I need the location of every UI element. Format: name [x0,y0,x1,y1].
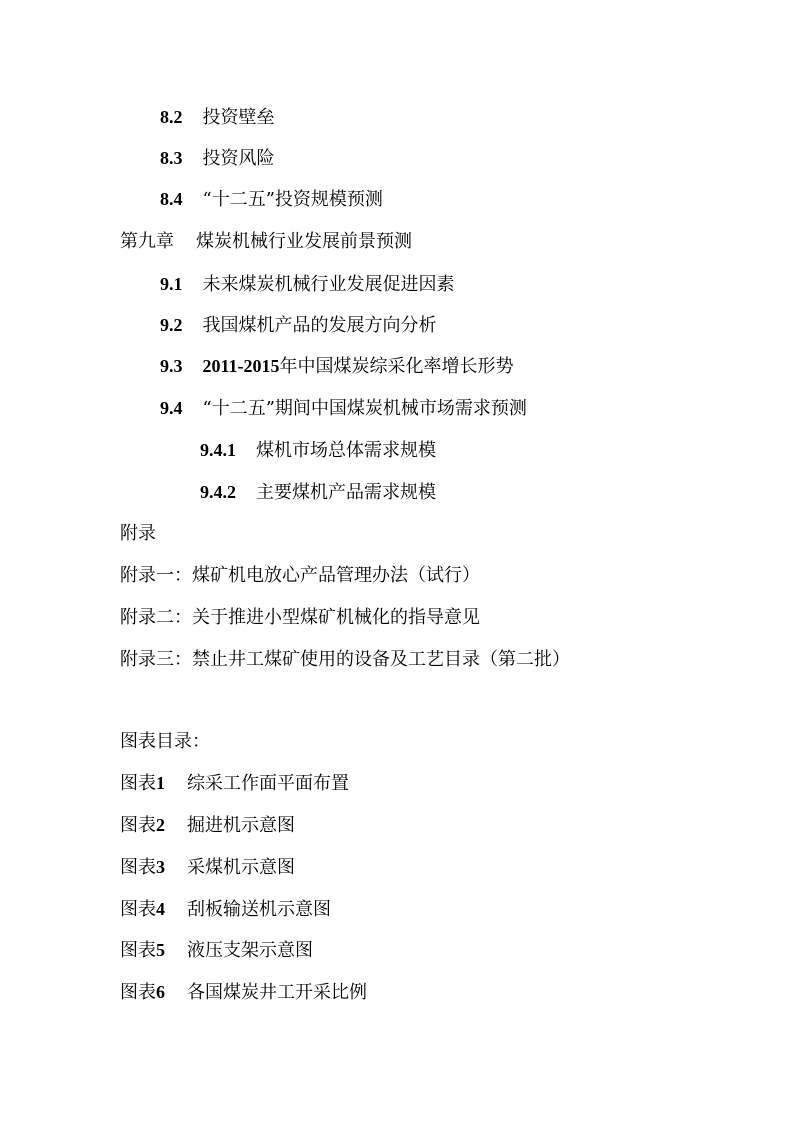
figure-title: 采煤机示意图 [187,857,295,878]
appendix-heading: 附录 [120,523,156,544]
toc-entry-9-4 [160,396,527,420]
figure-number: 6 [156,982,165,1002]
chapter-title: 煤炭机械行业发展前景预测 [196,231,412,252]
toc-entry-8-3 [160,146,275,170]
figure-entry-4 [120,897,331,921]
figure-entry-6 [120,980,367,1004]
figure-prefix: 图表 [120,857,156,878]
figure-prefix: 图表 [120,899,156,920]
section-title: 年中国煤炭综采化率增长形势 [279,356,514,377]
section-number: 8.3 [160,148,183,168]
figure-number: 5 [156,940,165,960]
toc-entry-9-3 [160,354,514,378]
section-title: 投资风险 [202,148,275,169]
figure-entry-3 [120,855,295,879]
section-number: 9.1 [160,274,183,294]
figure-title: 刮板输送机示意图 [187,899,331,920]
figure-entry-2 [120,813,295,837]
section-number: 8.2 [160,107,183,127]
section-number: 9.4.2 [200,482,236,502]
figure-prefix: 图表 [120,773,156,794]
section-title: 煤机市场总体需求规模 [256,440,436,461]
figure-title: 掘进机示意图 [187,815,295,836]
section-title: “十二五”期间中国煤炭机械市场需求预测 [202,398,527,419]
figure-prefix: 图表 [120,815,156,836]
figure-title: 液压支架示意图 [187,940,313,961]
section-number: 9.3 [160,356,183,376]
toc-entry-9-4-2 [200,480,436,504]
chapter-label: 第九章 [120,231,174,252]
figure-number: 4 [156,899,165,919]
figure-title: 各国煤炭井工开采比例 [187,982,367,1003]
figures-heading: 图表目录： [120,731,210,752]
appendix-item-3: 附录三：禁止井工煤矿使用的设备及工艺目录（第二批） [120,649,570,670]
toc-entry-8-4 [160,187,383,211]
toc-entry-9-2 [160,313,437,337]
appendix-item-2: 附录二：关于推进小型煤矿机械化的指导意见 [120,607,480,628]
toc-entry-9-4-1 [200,438,436,462]
section-number: 9.4.1 [200,440,236,460]
section-title: 我国煤机产品的发展方向分析 [202,315,437,336]
section-title: “十二五”投资规模预测 [202,189,383,210]
section-number: 9.4 [160,398,183,418]
figure-number: 3 [156,857,165,877]
figure-prefix: 图表 [120,940,156,961]
appendix-item-1: 附录一：煤矿机电放心产品管理办法（试行） [120,565,480,586]
figure-entry-1 [120,771,349,795]
figure-number: 1 [156,773,165,793]
toc-chapter-9 [120,230,412,254]
figure-number: 2 [156,815,165,835]
section-years: 2011-2015 [202,356,280,376]
section-number: 9.2 [160,315,183,335]
figure-title: 综采工作面平面布置 [187,773,349,794]
figure-entry-5 [120,938,313,962]
section-title: 投资壁垒 [202,107,275,128]
section-title: 未来煤炭机械行业发展促进因素 [202,274,455,295]
figure-prefix: 图表 [120,982,156,1003]
toc-entry-8-2 [160,105,275,129]
toc-entry-9-1 [160,272,455,296]
section-title: 主要煤机产品需求规模 [256,482,436,503]
section-number: 8.4 [160,189,183,209]
